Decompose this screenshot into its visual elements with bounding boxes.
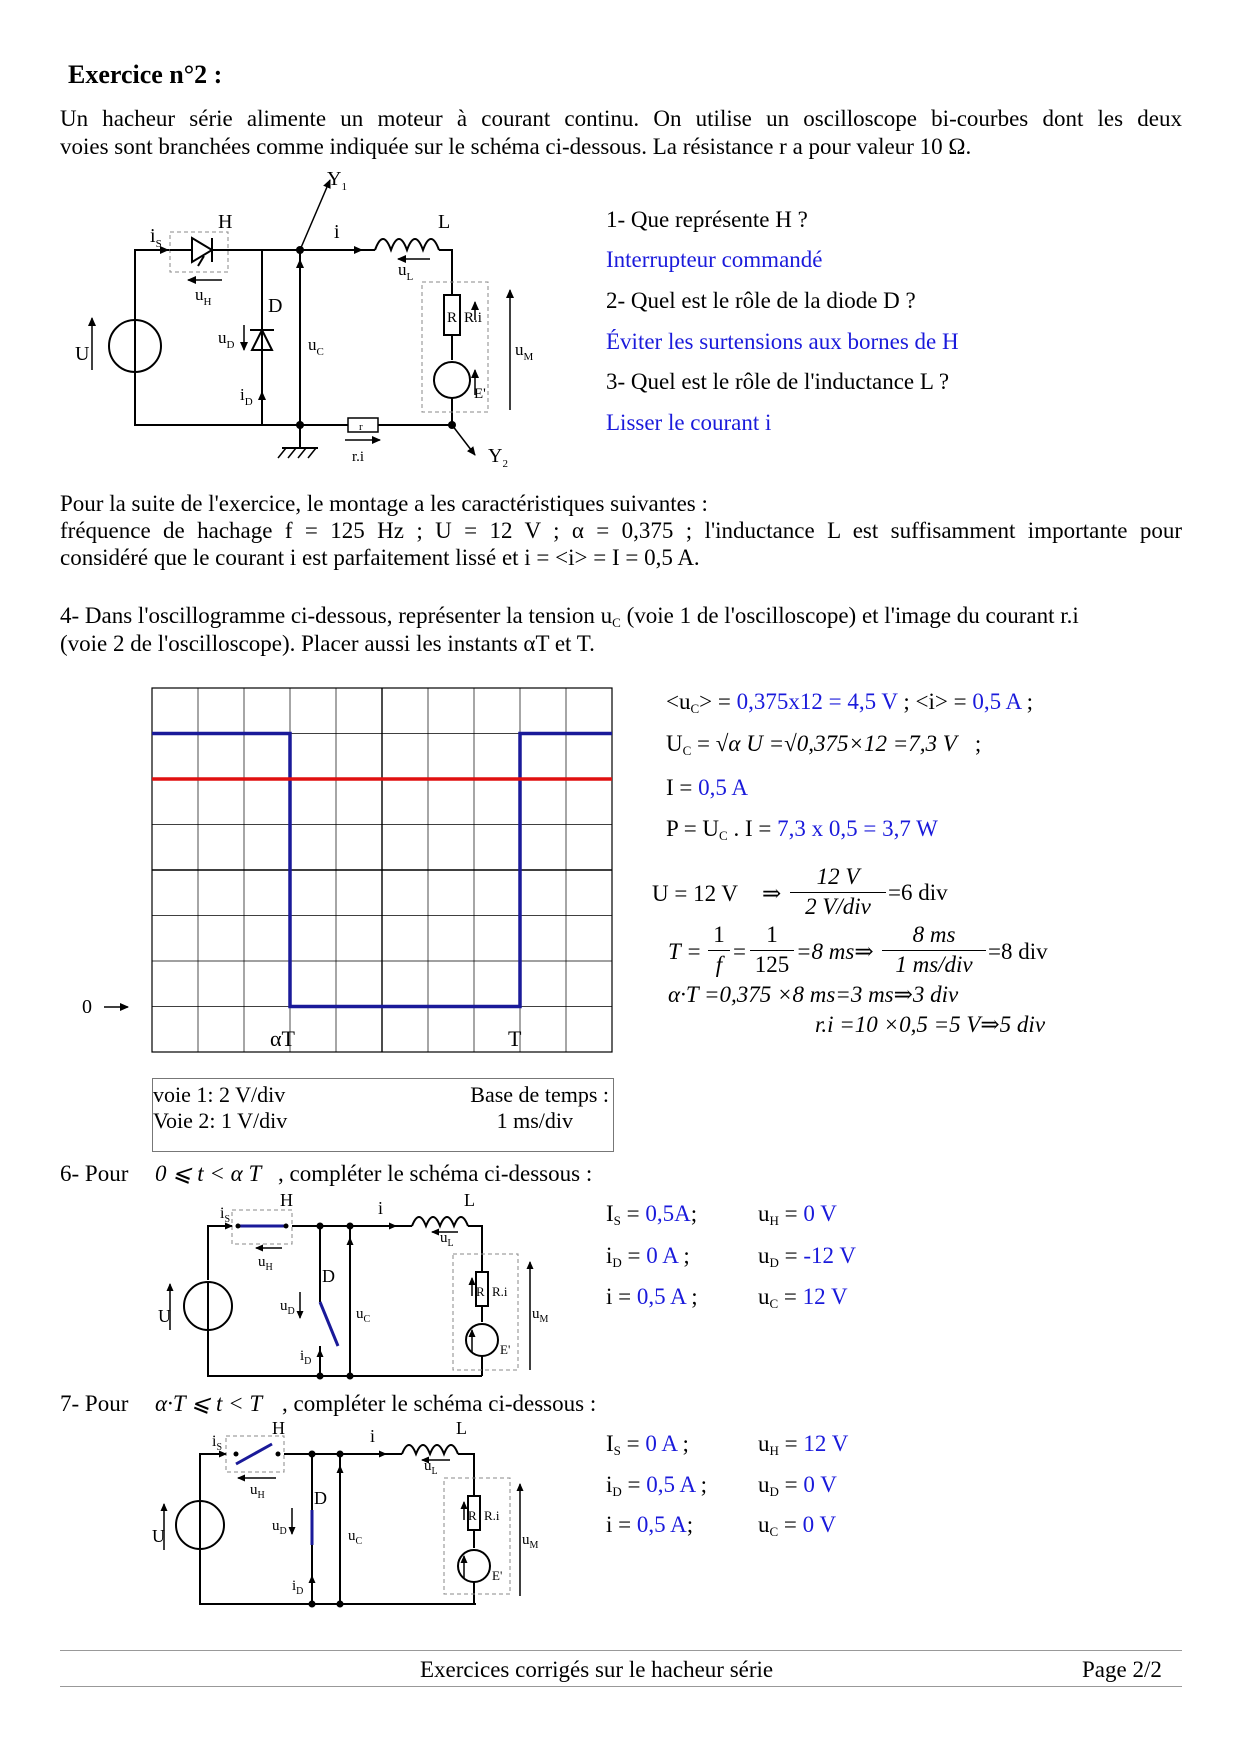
circuit-diagram-main <box>60 165 580 475</box>
switch-h-open <box>236 1444 272 1464</box>
result-uc-rms: $U_C = √\alpha$ U =√0,375×12 =7,3 V ; <box>666 731 982 758</box>
calc-div-num: 12 V <box>816 864 860 889</box>
label-r-small: r <box>359 421 363 433</box>
question-2: 2- Quel est le rôle de la diode D ? <box>606 288 916 313</box>
label-u: U <box>75 343 90 365</box>
q7-result-row-2b: $u_D = 0$ V <box>758 1472 837 1499</box>
q6-label-l: L <box>464 1190 475 1210</box>
result-i: I = 0,5 A <box>666 775 748 800</box>
q7-label-d: D <box>314 1488 327 1508</box>
calc-div-res: =6 div <box>888 880 948 905</box>
question-4-line-2: (voie 2 de l'oscilloscope). Placer aussi les instants αT et T. <box>60 631 595 656</box>
label-id: $i_D$ <box>240 385 253 408</box>
q6-label-r: R <box>476 1284 485 1299</box>
calc-t-f1d: f <box>715 952 723 977</box>
label-ri-small: r.i <box>352 449 365 465</box>
q7-label-uc: $u_C$ <box>348 1528 363 1547</box>
circuit-diagram-q6 <box>150 1190 550 1390</box>
q6-label-i: i <box>378 1198 384 1218</box>
calc-t-mid: =8 ms⇒ <box>796 939 874 964</box>
intro-line-1: Un hacheur série alimente un moteur à courant continu. On utilise un oscilloscope bi-courbes dont les deux <box>60 106 1182 131</box>
t-label: T <box>508 1026 522 1051</box>
calc-div-den: 2 V/div <box>805 894 871 919</box>
q6-condition: 0 ⩽ t < α T <box>155 1161 262 1186</box>
time-base-value: 1 ms/div <box>496 1108 573 1133</box>
label-um: $u_M$ <box>515 340 534 363</box>
q7-label-u: U <box>152 1526 165 1546</box>
q7-result-row-3: i = 0,5 A; <box>606 1512 694 1537</box>
calc-t-f3d: 1 ms/div <box>895 952 973 977</box>
q6-label-ud: $u_D$ <box>280 1298 295 1317</box>
label-uc: $u_C$ <box>308 335 324 358</box>
q7-label-i: i <box>370 1426 376 1446</box>
q6-result-row-3b: $u_C = 12$ V <box>758 1284 848 1311</box>
zero-label: 0 <box>82 996 92 1018</box>
label-h: H <box>218 211 233 233</box>
q6-instruction: , compléter le schéma ci-dessous : <box>278 1161 593 1186</box>
q7-label-id: $i_D$ <box>292 1578 304 1597</box>
label-y1: $Y_1$ <box>327 168 347 193</box>
implies-icon: ⇒ <box>762 881 782 906</box>
question-1: 1- Que représente H ? <box>606 207 808 232</box>
q7-label-um: $u_M$ <box>522 1532 539 1551</box>
footer-title: Exercices corrigés sur le hacheur série <box>420 1657 774 1682</box>
q7-label-ri: R.i <box>484 1508 500 1523</box>
q7-label-is: $i_S$ <box>212 1433 223 1453</box>
label-r-big: R <box>447 310 458 326</box>
result-p: $P = U_C$ . I = 7,3 x 0,5 = 3,7 W <box>666 816 938 843</box>
q6-label-uc: $u_C$ <box>356 1306 371 1325</box>
label-is: $i_S$ <box>150 225 162 250</box>
label-e: E' <box>474 386 486 402</box>
q7-label-r: R <box>468 1508 477 1523</box>
q6-label: 6- Pour <box>60 1161 129 1186</box>
q6-result-row-3: i = 0,5 A ; <box>606 1284 698 1309</box>
q6-result-row-2b: $u_D = -12$ V <box>758 1243 856 1270</box>
q6-label-um: $u_M$ <box>532 1306 549 1325</box>
q7-label-l: L <box>456 1420 467 1438</box>
suite-line-2: fréquence de hachage f = 125 Hz ; U = 12 V ; α = 0,375 ; l'inductance L est suffisamment importante pour <box>60 518 1182 543</box>
q6-result-row-1: $I_S = 0,5A$; <box>606 1201 698 1228</box>
q7-label-h: H <box>272 1420 285 1438</box>
q7-result-row-1: $I_S = 0$ A ; <box>606 1431 689 1458</box>
q7-instruction: , compléter le schéma ci-dessous : <box>282 1391 597 1416</box>
circuit-diagram-q7 <box>140 1420 550 1620</box>
question-3: 3- Quel est le rôle de l'inductance L ? <box>606 369 950 394</box>
q7-label-e: E' <box>492 1568 503 1583</box>
calc-t-lhs: T = <box>668 939 702 964</box>
suite-line-3: considéré que le courant i est parfaitement lissé et i = <i> = I = 0,5 A. <box>60 545 700 570</box>
label-y2: $Y_2$ <box>488 445 508 470</box>
q7-label-ul: $u_L$ <box>424 1458 438 1477</box>
q6-label-ul: $u_L$ <box>440 1230 454 1249</box>
fraction-bar <box>790 892 886 893</box>
q6-label-h: H <box>280 1190 293 1210</box>
label-d: D <box>268 295 283 317</box>
q7-result-row-1b: $u_H = 12$ V <box>758 1431 849 1458</box>
answer-1: Interrupteur commandé <box>606 247 823 272</box>
q6-label-d: D <box>322 1266 335 1286</box>
q7-label-uh: $u_H$ <box>250 1482 265 1501</box>
q6-label-is: $i_S$ <box>220 1205 231 1225</box>
label-l: L <box>438 211 451 233</box>
time-base-label: Base de temps : <box>470 1082 609 1107</box>
voie1-label: voie 1: 2 V/div <box>153 1082 286 1107</box>
q6-result-row-2: $i_D = 0$ A ; <box>606 1243 690 1270</box>
calc-alpha-t: α·T =0,375 ×8 ms=3 ms⇒3 div <box>668 982 959 1007</box>
calc-t-res: =8 div <box>988 939 1048 964</box>
fraction-bar <box>750 950 794 951</box>
q6-result-row-1b: $u_H = 0$ V <box>758 1201 837 1228</box>
calc-t-f1n: 1 <box>713 922 725 947</box>
label-ud: $u_D$ <box>218 328 235 351</box>
label-ri-big: R.i <box>464 310 482 326</box>
q6-label-u: U <box>158 1306 171 1326</box>
calc-ri: r.i =10 ×0,5 =5 V⇒5 div <box>815 1012 1046 1037</box>
q7-result-row-3b: $u_C = 0$ V <box>758 1512 837 1539</box>
q7-label: 7- Pour <box>60 1391 129 1416</box>
answer-2: Éviter les surtensions aux bornes de H <box>606 329 959 354</box>
footer-divider-top <box>60 1650 1182 1651</box>
equals-sign: = <box>733 939 746 964</box>
calc-t-f2d: 125 <box>754 952 790 977</box>
question-4-line-1: 4- Dans l'oscillogramme ci-dessous, représenter la tension $u_C$ (voie 1 de l'oscilloscope) et l'image du courant r.i <box>60 603 1079 630</box>
alpha-t-label: αT <box>270 1026 295 1051</box>
suite-line-1: Pour la suite de l'exercice, le montage a les caractéristiques suivantes : <box>60 491 708 516</box>
fraction-bar <box>882 950 986 951</box>
q6-label-id: $i_D$ <box>300 1348 312 1367</box>
q6-label-uh: $u_H$ <box>258 1254 273 1273</box>
calc-t-f3n: 8 ms <box>912 922 956 947</box>
q7-label-ud: $u_D$ <box>272 1518 287 1537</box>
q7-result-row-2: $i_D = 0,5$ A ; <box>606 1472 707 1499</box>
calc-u12: U = 12 V <box>652 881 739 906</box>
exercise-title: Exercice n°2 : <box>68 60 223 89</box>
label-i: i <box>334 221 340 243</box>
intro-line-2: voies sont branchées comme indiquée sur le schéma ci-dessous. La résistance r a pour valeur 10 Ω. <box>60 134 972 159</box>
result-means: $<u_C> = 0,375x12 = 4,5$ V ; <i> = 0,5 A ; <box>666 689 1034 716</box>
footer-divider-bottom <box>60 1686 1182 1687</box>
switch-d-open <box>320 1302 338 1346</box>
footer-page: Page 2/2 <box>1082 1657 1162 1682</box>
label-uh: $u_H$ <box>195 285 212 308</box>
oscillogram <box>60 675 620 1065</box>
answer-3: Lisser le courant i <box>606 410 772 435</box>
oscillogram-legend <box>152 1078 614 1152</box>
fraction-bar <box>708 950 730 951</box>
q6-label-ri: R.i <box>492 1284 508 1299</box>
q7-condition: α·T ⩽ t < T <box>155 1391 263 1416</box>
q6-label-e: E' <box>500 1342 511 1357</box>
label-ul: $u_L$ <box>398 260 414 283</box>
voie2-label: Voie 2: 1 V/div <box>153 1108 288 1133</box>
calc-t-f2n: 1 <box>766 922 778 947</box>
